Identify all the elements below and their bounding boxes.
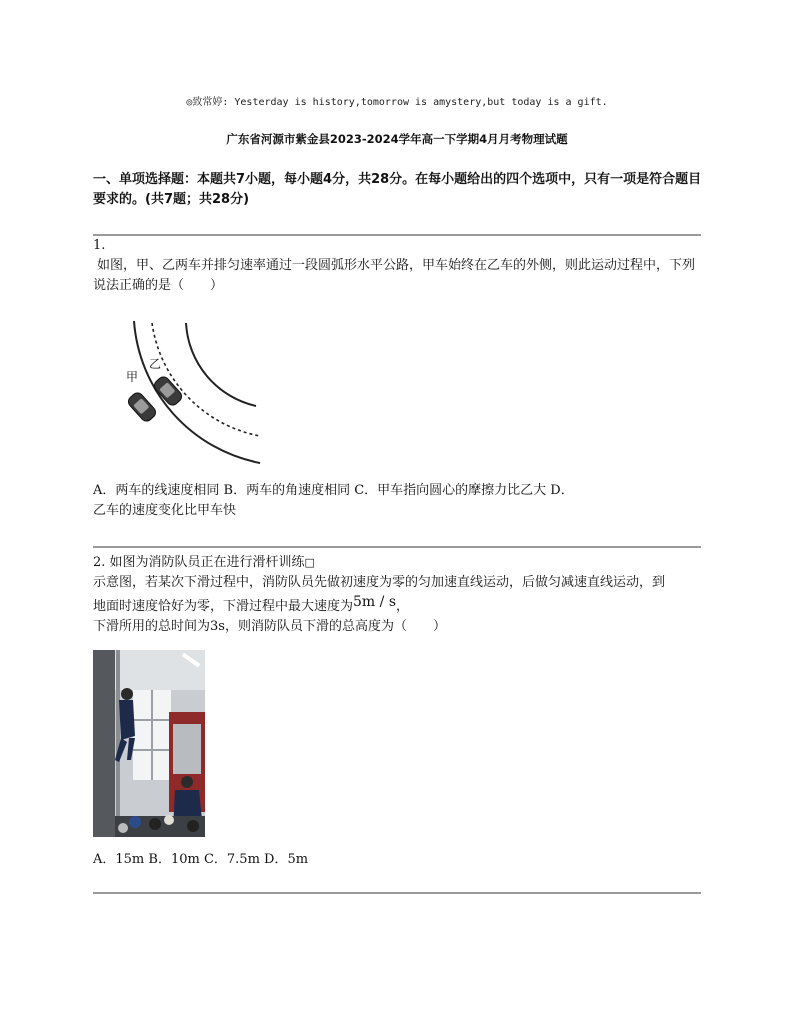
question-1-options-line-2: 乙车的速度变化比甲车快 <box>93 503 237 518</box>
page-title: 广东省河源市紫金县2023-2024学年高一下学期4月月考物理试题 <box>226 132 568 146</box>
question-2-options: A．15m B．10m C．7.5m D．5m <box>93 852 309 867</box>
question-2-line-3: 地面时速度恰好为零，下滑过程中最大速度为5m / s， <box>93 594 410 614</box>
car-yi <box>152 374 184 407</box>
missing-glyph-marker: □ <box>304 556 315 569</box>
divider <box>93 234 701 236</box>
question-1-stem: 如图，甲、乙两车并排匀速率通过一段圆弧形水平公路，甲车始终在乙车的外侧，则此运动过程中，下列说法正确的是（ ） <box>93 258 696 293</box>
question-2-line-1: 2. 如图为消防队员正在进行滑杆训练□ <box>93 555 315 570</box>
inner-road-edge <box>186 323 256 406</box>
label-yi: 乙 <box>149 357 162 371</box>
question-1-figure <box>104 318 264 468</box>
car-jia <box>126 390 158 423</box>
question-2-line-4: 下滑所用的总时间为3s，则消防队员下滑的总高度为（ ） <box>93 619 446 634</box>
divider <box>93 546 701 548</box>
question-2-line-2: 示意图，若某次下滑过程中，消防队员先做初速度为零的匀加速直线运动，后做匀减速直线运动，到 <box>93 575 666 590</box>
divider <box>93 892 701 894</box>
section-heading: 一、单项选择题：本题共7小题，每小题4分，共28分。在每小题给出的四个选项中，只有一项是符合题目要求的。(共7题；共28分) <box>93 172 702 207</box>
motto-line: ◎致常婷: Yesterday is history,tomorrow is amystery,but today is a gift. <box>186 97 608 108</box>
max-speed-value: 5m / s <box>353 594 396 610</box>
question-1-options-line-1: A．两车的线速度相同 B．两车的角速度相同 C．甲车指向圆心的摩擦力比乙大 D． <box>93 483 574 498</box>
label-jia: 甲 <box>126 370 139 384</box>
firefighter-photo <box>93 650 205 837</box>
outer-road-edge <box>134 321 260 463</box>
question-1-number: 1. <box>93 238 106 253</box>
